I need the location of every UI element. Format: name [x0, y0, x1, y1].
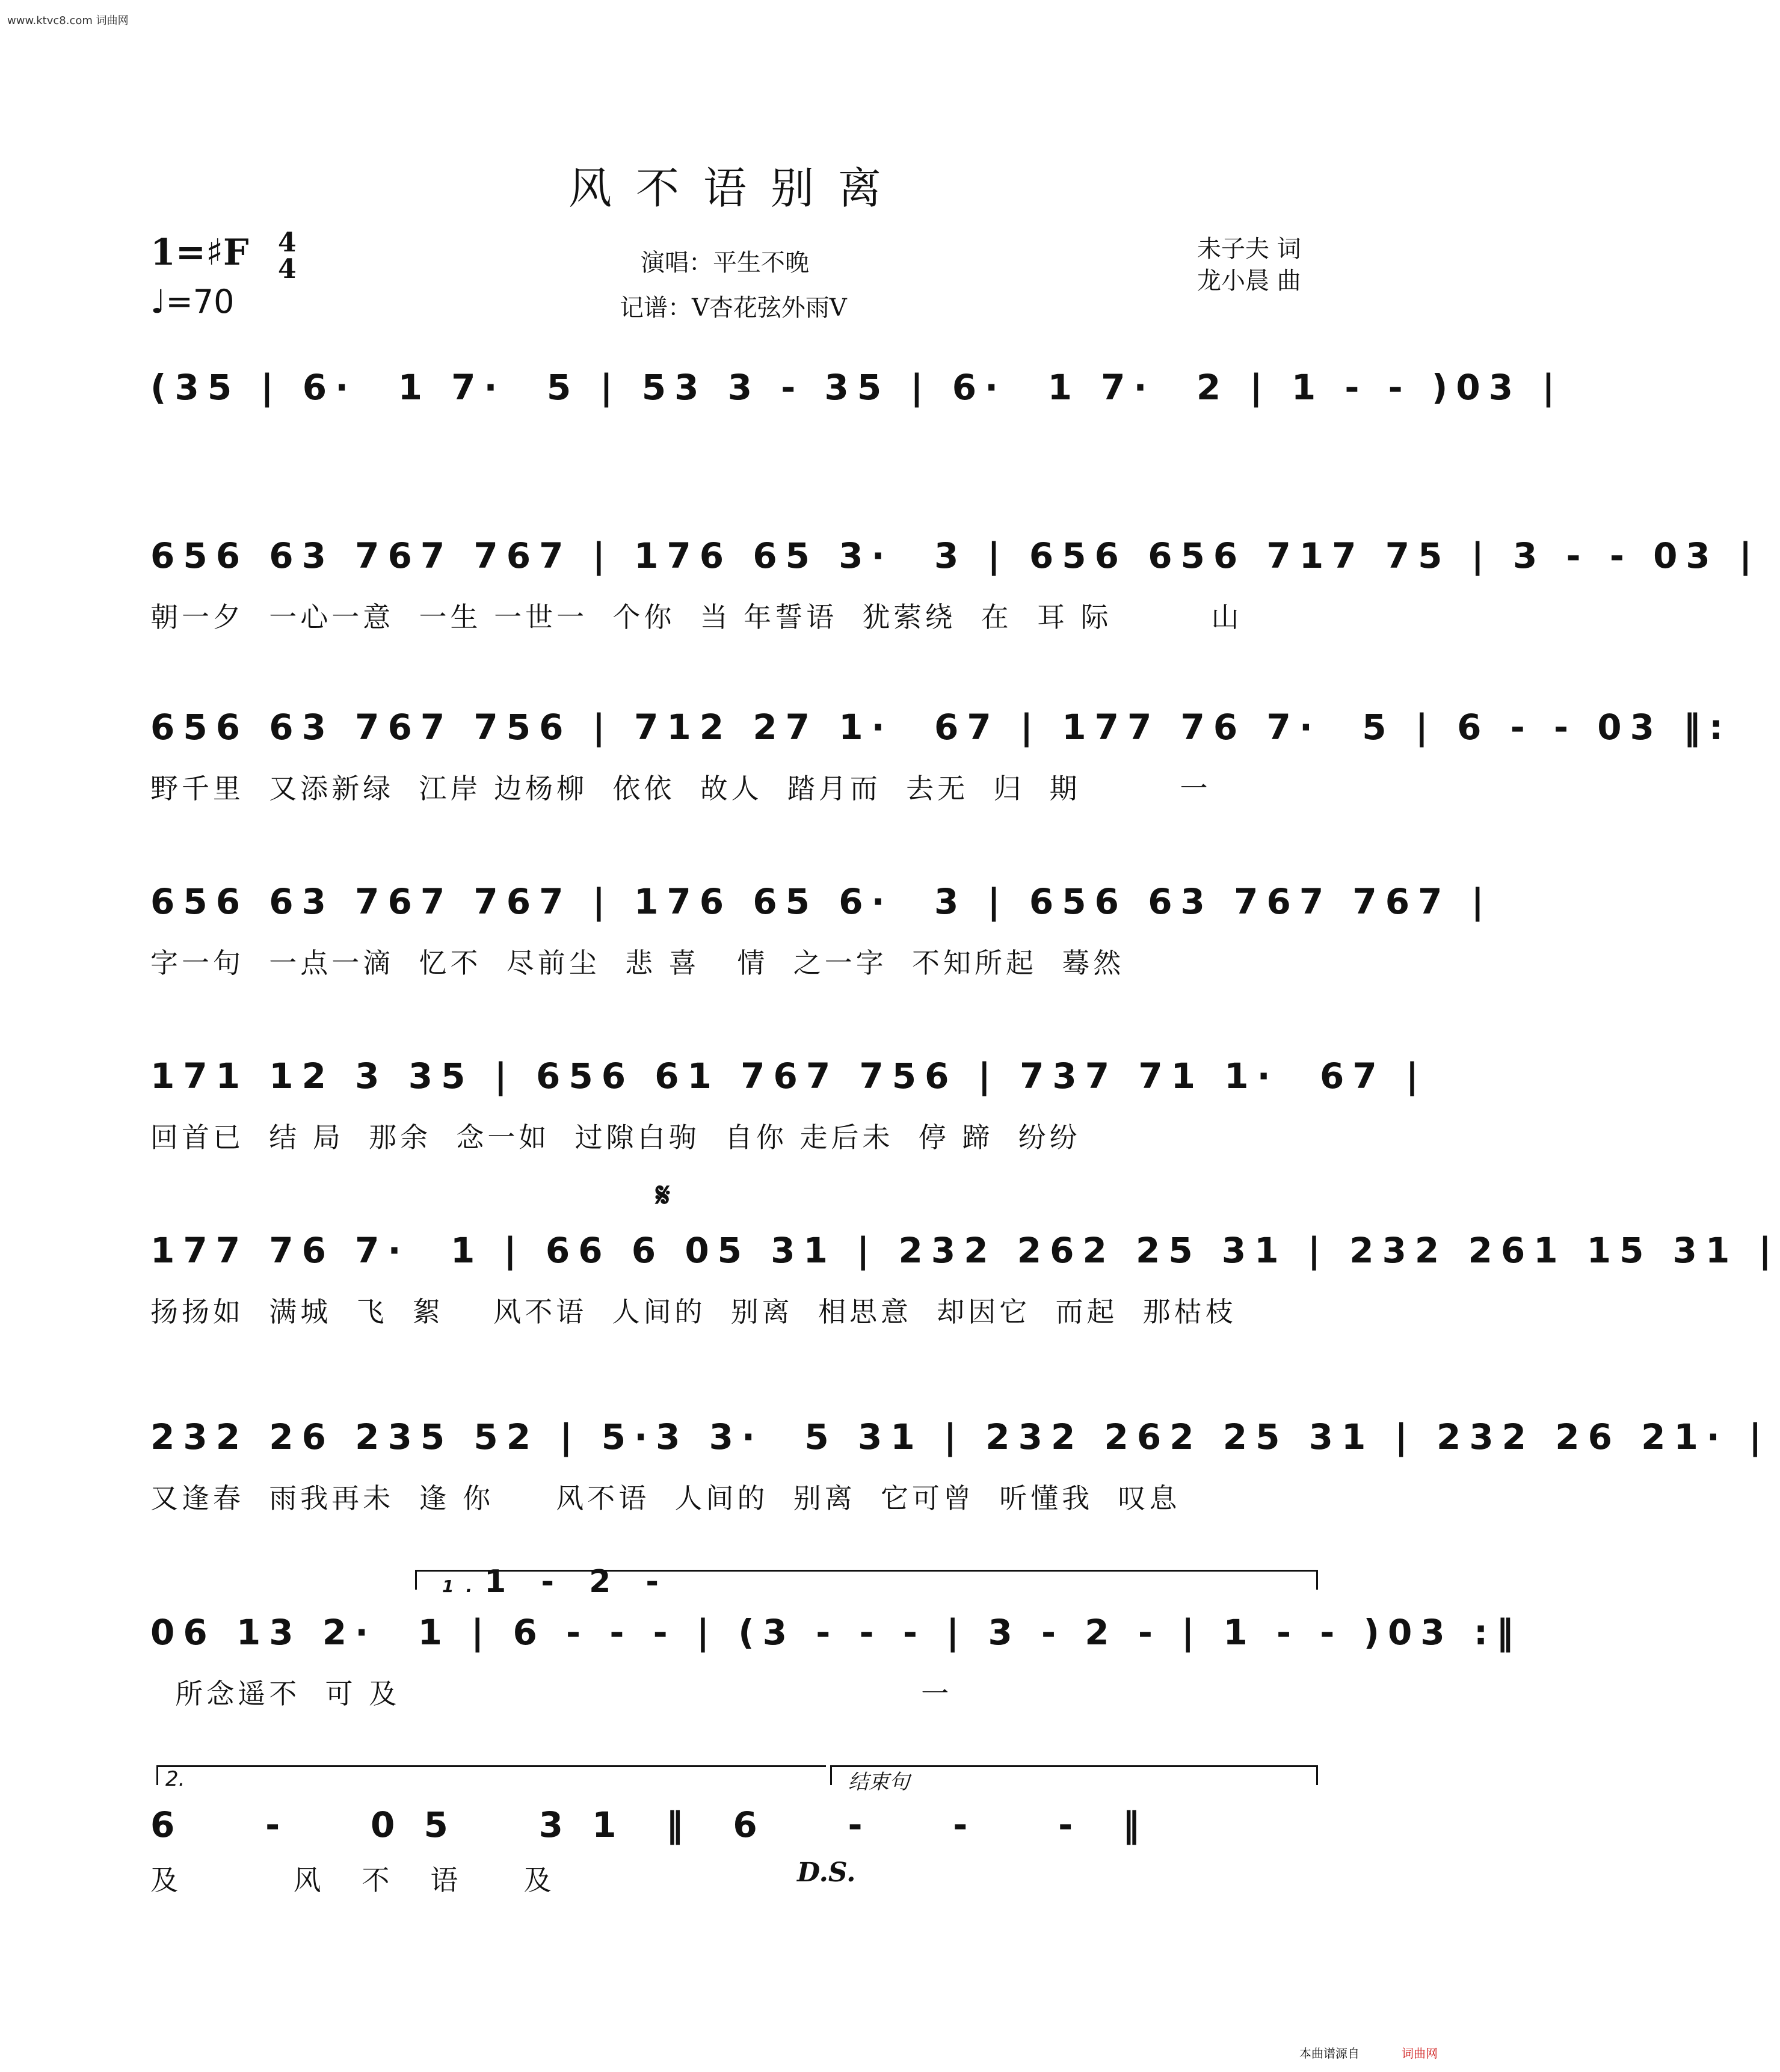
- notation: 06 13 2· 1 | 6 - - - | (3 - - - | 3 - 2 - | 1 - - )03 :‖: [150, 1612, 1523, 1653]
- lyrics: 字一句 一点一滴 忆不 尽前尘 悲 喜 情 之一字 不知所起 蓦然: [150, 947, 1125, 979]
- lyrics: 回首已 结 局 那余 念一如 过隙白驹 自你 走后未 停 蹄 纷纷: [150, 1121, 1081, 1154]
- lyrics: 及 风 不 语 及: [150, 1864, 555, 1896]
- first-ending-notation: 1 - 2 -: [484, 1564, 671, 1600]
- lyrics: 朝一夕 一心一意 一生 一世一 个你 当 年誓语 犹萦绕 在 耳 际 山: [150, 601, 1243, 633]
- segno-sign: 𝄋: [656, 1176, 671, 1215]
- time-signature-top: 4: [278, 227, 297, 258]
- notation: 656 63 767 767 | 176 65 3· 3 | 656 656 717 75 | 3 - - 03 |: [150, 535, 1761, 576]
- first-ending-notes: [442, 1564, 671, 1600]
- notation: 656 63 767 756 | 712 27 1· 67 | 177 76 7· 5 | 6 - - 03 ‖:: [150, 707, 1732, 748]
- dal-segno-marking: D.S.: [797, 1857, 856, 1888]
- notation: 171 12 3 35 | 656 61 767 756 | 737 71 1· 67 |: [150, 1056, 1427, 1096]
- footer-site-logo: 词曲网: [1402, 2046, 1438, 2061]
- notation: 6 - 0 5 3 1 ‖ 6 - - - ‖: [150, 1804, 1148, 1845]
- tempo-marking: ♩=70: [150, 283, 235, 321]
- lyrics: 又逢春 雨我再未 逢 你 风不语 人间的 别离 它可曾 听懂我 叹息: [150, 1482, 1181, 1514]
- first-ending-label: 1.: [442, 1576, 485, 1596]
- second-ending-bracket: [156, 1765, 826, 1785]
- footer-source-text: 本曲谱源自: [1299, 2046, 1360, 2061]
- key-signature: 1=♯F: [150, 232, 249, 274]
- notation: 656 63 767 767 | 176 65 6· 3 | 656 63 767 767 |: [150, 881, 1492, 922]
- coda-label: 结束句: [848, 1770, 910, 1794]
- time-signature: [278, 227, 297, 284]
- lyricist-credit: 未子夫 词: [1197, 235, 1301, 263]
- transcriber-credit: 记谱：V杏花弦外雨V: [620, 294, 847, 322]
- lyrics: 扬扬如 满城 飞 絮 风不语 人间的 别离 相思意 却因它 而起 那枯枝: [150, 1296, 1237, 1328]
- composer-credit: 龙小晨 曲: [1197, 267, 1301, 295]
- time-signature-bottom: 4: [278, 254, 297, 284]
- second-ending-label: 2.: [165, 1767, 185, 1791]
- song-title: 风不语别离: [568, 163, 905, 214]
- notation: (35 | 6· 1 7· 5 | 53 3 - 35 | 6· 1 7· 2 | 1 - - )03 |: [150, 367, 1563, 408]
- notation: 232 26 235 52 | 5·3 3· 5 31 | 232 262 25 31 | 232 26 21· |: [150, 1416, 1770, 1457]
- notation: 177 76 7· 1 | 66 6 05 31 | 232 262 25 31 | 232 261 15 31 |: [150, 1230, 1780, 1271]
- lyrics: 所念遥不 可 及 一: [150, 1677, 953, 1710]
- singer-credit: 演唱：平生不晚: [641, 249, 809, 277]
- site-watermark: www.ktvc8.com 词曲网: [7, 14, 129, 27]
- lyrics: 野千里 又添新绿 江岸 边杨柳 依依 故人 踏月而 去无 归 期 一: [150, 772, 1212, 805]
